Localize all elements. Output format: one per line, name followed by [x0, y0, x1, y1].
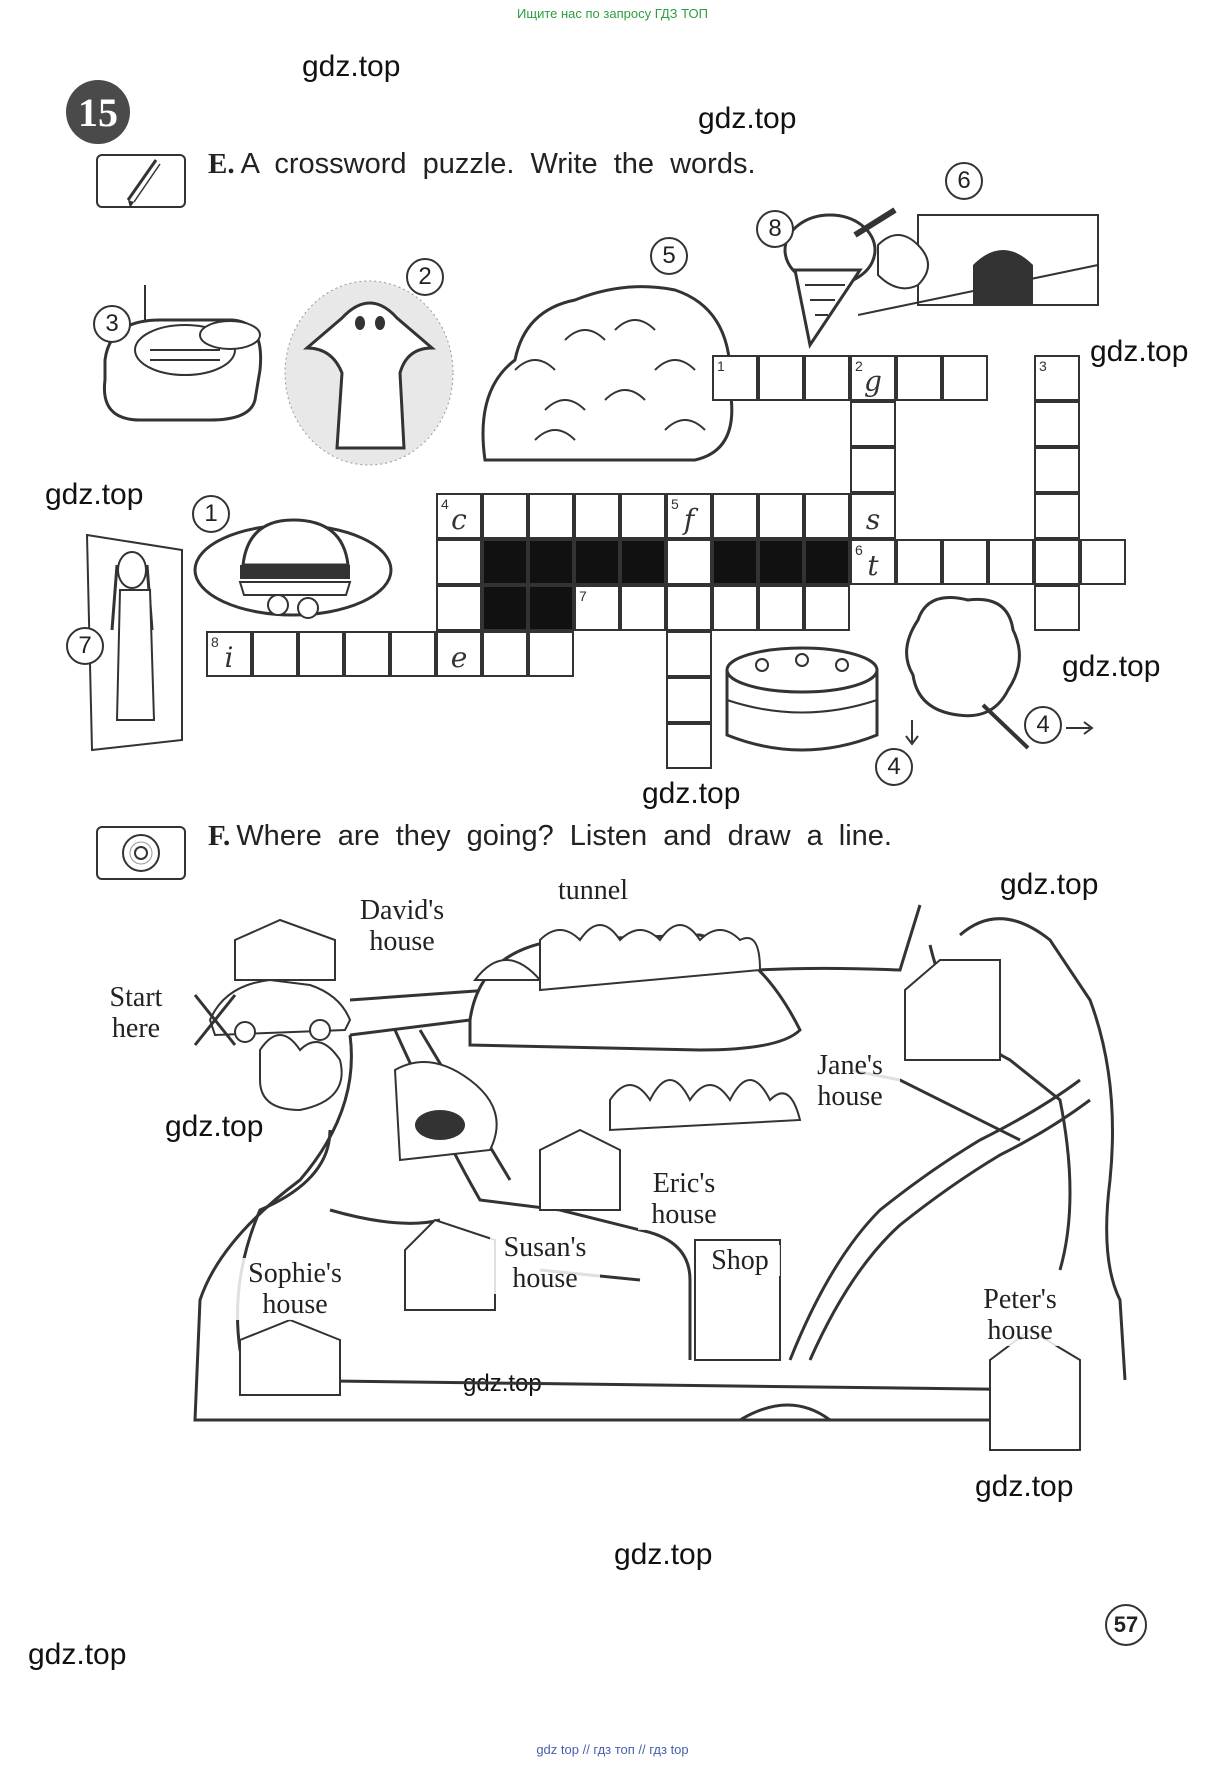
crossword-cell[interactable] — [574, 493, 620, 539]
top-banner[interactable]: Ищите нас по запросу ГДЗ ТОП — [517, 6, 708, 21]
crossword-cell[interactable] — [1034, 585, 1080, 631]
crossword-cell[interactable] — [666, 539, 712, 585]
crossword-cell[interactable] — [712, 355, 758, 401]
task-f-instruction: Where are they going? Listen and draw a line. — [236, 820, 892, 852]
watermark: gdz.top — [165, 1110, 264, 1143]
crossword-cell[interactable] — [436, 493, 482, 539]
picture-number: 2 — [406, 258, 444, 296]
crossword-grid — [0, 0, 1225, 780]
picture-number: 7 — [66, 627, 104, 665]
given-letter: i — [224, 641, 234, 674]
town-map — [0, 880, 1225, 1460]
crossword-cell[interactable] — [758, 493, 804, 539]
given-letter: c — [451, 503, 467, 536]
watermark: gdz.top — [45, 478, 144, 511]
crossword-cell[interactable] — [1080, 539, 1126, 585]
crossword-cell[interactable] — [1034, 401, 1080, 447]
watermark: gdz.top — [1062, 650, 1161, 683]
crossword-cell[interactable] — [850, 539, 896, 585]
blocked-cell — [482, 585, 528, 631]
map-label-susans-house: Susan's house — [490, 1232, 600, 1294]
map-label-start: Start here — [109, 982, 163, 1044]
crossword-cell[interactable] — [436, 585, 482, 631]
given-letter: f — [683, 503, 695, 536]
crossword-cell[interactable] — [712, 493, 758, 539]
blocked-cell — [620, 539, 666, 585]
blocked-cell — [758, 539, 804, 585]
crossword-cell[interactable] — [850, 447, 896, 493]
blocked-cell — [528, 585, 574, 631]
map-label-davids-house: David's house — [342, 895, 462, 957]
given-letter: e — [450, 641, 468, 674]
crossword-cell[interactable] — [344, 631, 390, 677]
map-label-tunnel: tunnel — [558, 875, 628, 906]
crossword-cell[interactable] — [390, 631, 436, 677]
clue-number: 8 — [211, 634, 219, 650]
watermark: gdz.top — [28, 1638, 127, 1671]
crossword-cell[interactable] — [482, 631, 528, 677]
crossword-cell[interactable] — [1034, 447, 1080, 493]
clue-number: 4 — [441, 496, 449, 512]
crossword-cell[interactable] — [1034, 355, 1080, 401]
given-letter: s — [865, 503, 881, 536]
crossword-cell[interactable] — [528, 631, 574, 677]
crossword-cell[interactable] — [666, 677, 712, 723]
map-label-shop: Shop — [700, 1245, 780, 1276]
picture-number: 4 — [875, 748, 913, 786]
given-letter: t — [867, 549, 879, 582]
clue-number: 6 — [855, 542, 863, 558]
crossword-cell[interactable] — [758, 355, 804, 401]
crossword-cell[interactable] — [988, 539, 1034, 585]
crossword-cell[interactable] — [942, 539, 988, 585]
map-label-erics-house: Eric's house — [638, 1168, 730, 1230]
clue-number: 3 — [1039, 358, 1047, 374]
watermark: gdz.top — [614, 1538, 713, 1571]
watermark: gdz.top — [1090, 335, 1189, 368]
clue-number: 2 — [855, 358, 863, 374]
blocked-cell — [712, 539, 758, 585]
crossword-cell[interactable] — [712, 585, 758, 631]
crossword-cell[interactable] — [666, 723, 712, 769]
picture-number: 6 — [945, 162, 983, 200]
crossword-cell[interactable] — [206, 631, 252, 677]
crossword-cell[interactable] — [620, 585, 666, 631]
crossword-cell[interactable] — [666, 493, 712, 539]
map-label-sophies-house: Sophie's house — [230, 1258, 360, 1320]
picture-number: 5 — [650, 237, 688, 275]
crossword-cell[interactable] — [804, 585, 850, 631]
task-f-title — [208, 820, 892, 853]
blocked-cell — [528, 539, 574, 585]
unit-badge: 15 — [66, 80, 130, 144]
crossword-cell[interactable] — [298, 631, 344, 677]
clue-number: 7 — [579, 588, 587, 604]
watermark: gdz.top — [463, 1370, 542, 1397]
picture-number: 8 — [756, 210, 794, 248]
bottom-banner[interactable]: gdz top // гдз топ // гдз top — [536, 1742, 689, 1757]
crossword-cell[interactable] — [896, 355, 942, 401]
watermark: gdz.top — [698, 102, 797, 135]
crossword-cell[interactable] — [896, 539, 942, 585]
crossword-cell[interactable] — [804, 355, 850, 401]
crossword-cell[interactable] — [436, 539, 482, 585]
crossword-cell[interactable] — [850, 401, 896, 447]
crossword-cell[interactable] — [574, 585, 620, 631]
task-f-letter: F. — [208, 820, 231, 852]
watermark: gdz.top — [1000, 868, 1099, 901]
task-e-instruction: A crossword puzzle. Write the words. — [240, 148, 756, 180]
picture-number: 4 — [1024, 706, 1062, 744]
crossword-cell[interactable] — [528, 493, 574, 539]
watermark: gdz.top — [302, 50, 401, 83]
map-label-janes-house: Jane's house — [800, 1050, 900, 1112]
crossword-cell[interactable] — [666, 585, 712, 631]
page-number: 57 — [1105, 1604, 1147, 1646]
task-e-letter: E. — [208, 148, 235, 180]
crossword-cell[interactable] — [1034, 539, 1080, 585]
crossword-cell[interactable] — [804, 493, 850, 539]
crossword-cell[interactable] — [850, 493, 896, 539]
clue-number: 5 — [671, 496, 679, 512]
given-letter: g — [864, 365, 882, 398]
blocked-cell — [482, 539, 528, 585]
crossword-cell[interactable] — [850, 355, 896, 401]
picture-number: 3 — [93, 305, 131, 343]
blocked-cell — [574, 539, 620, 585]
watermark: gdz.top — [642, 777, 741, 810]
map-label-peters-house: Peter's house — [960, 1284, 1080, 1346]
crossword-cell[interactable] — [1034, 493, 1080, 539]
clue-number: 1 — [717, 358, 725, 374]
cd-icon — [96, 826, 186, 880]
blocked-cell — [804, 539, 850, 585]
crossword-cell[interactable] — [942, 355, 988, 401]
crossword-cell[interactable] — [620, 493, 666, 539]
watermark: gdz.top — [975, 1470, 1074, 1503]
crossword-cell[interactable] — [482, 493, 528, 539]
crossword-cell[interactable] — [758, 585, 804, 631]
crossword-cell[interactable] — [252, 631, 298, 677]
crossword-cell[interactable] — [666, 631, 712, 677]
crossword-cell[interactable] — [436, 631, 482, 677]
picture-number: 1 — [192, 495, 230, 533]
